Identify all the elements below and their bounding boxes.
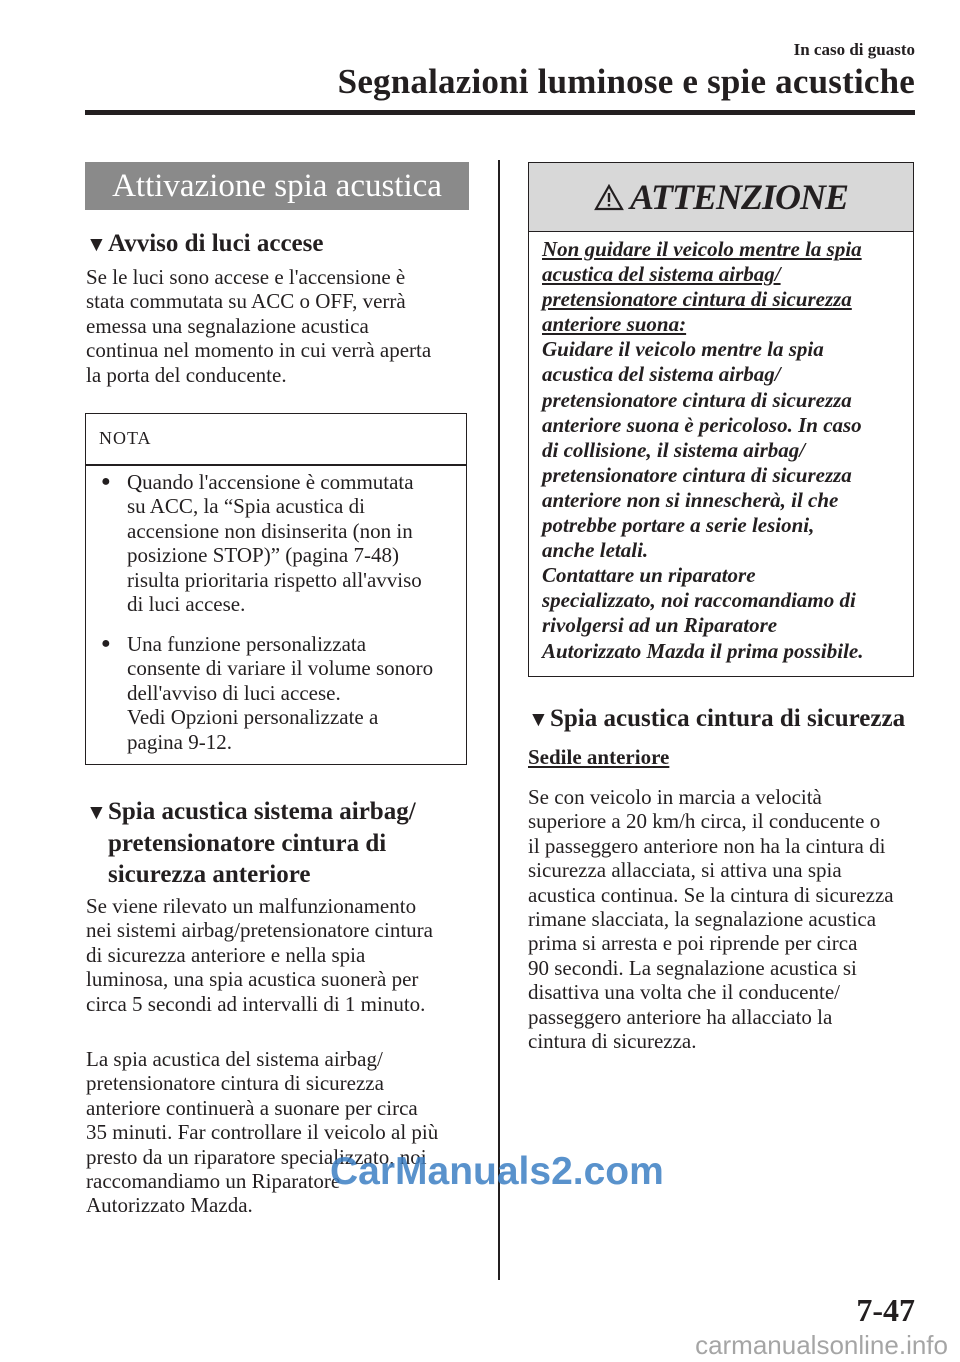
text-line: la porta del conducente. (86, 362, 287, 387)
text-line: Autorizzato Mazda il prima possibile. (542, 638, 864, 663)
triangle-marker-icon: ▼ (86, 800, 107, 824)
note-rule (86, 464, 466, 466)
subsection-title-line: pretensionatore cintura di (108, 830, 387, 857)
subsection-heading-cintura (528, 703, 905, 735)
text-line: 35 minuti. Far controllare il veicolo al più (86, 1120, 439, 1145)
text-line: Se con veicolo in marcia a velocità (528, 785, 822, 809)
text-line: pretensionatore cintura di sicurezza (86, 1071, 384, 1096)
text-line: presto da un riparatore specializzato, noi (86, 1144, 427, 1169)
text-line: acustica continua. Se la cintura di sicurezza (528, 882, 894, 907)
text-line: 90 secondi. La segnalazione acustica si (528, 955, 857, 980)
subsection-title: Avviso di luci accese (108, 230, 324, 257)
subsection-heading-airbag (86, 796, 416, 890)
text-line: pretensionatore cintura di sicurezza (542, 387, 852, 412)
paragraph-luci (86, 265, 476, 387)
text-line: anteriore non si innescherà, il che (542, 487, 839, 512)
note-item (101, 632, 457, 754)
bullet-icon: ● (101, 635, 111, 652)
text-line: posizione STOP)” (pagina 7-48) (127, 543, 399, 568)
warning-title: ATTENZIONE (629, 177, 849, 217)
subsection-title-line: Spia acustica sistema airbag/ (108, 798, 416, 825)
text-line: emessa una segnalazione acustica (86, 313, 369, 338)
text-line: circa 5 secondi ad intervalli di 1 minuto. (86, 991, 426, 1016)
header-rule (85, 110, 915, 115)
section-title: Attivazione spia acustica (85, 162, 469, 210)
warning-text (542, 237, 907, 664)
text-line: sicurezza allacciata, si attiva una spia (528, 858, 842, 883)
paragraph-airbag-1 (86, 894, 486, 1016)
text-line: passeggero anteriore ha allacciato la (528, 1004, 833, 1029)
bullet-icon: ● (101, 473, 111, 490)
text-line: anteriore suona è pericoloso. In caso (542, 412, 862, 437)
text-line: disattiva una volta che il conducente/ (528, 980, 840, 1005)
text-line: Se le luci sono accese e l'accensione è (86, 265, 406, 289)
triangle-marker-icon: ▼ (86, 232, 107, 256)
text-line: prima si arresta e poi riprende per circa (528, 931, 858, 956)
text-line: acustica del sistema airbag/ (542, 262, 781, 287)
triangle-marker-icon: ▼ (528, 707, 549, 731)
paragraph-cintura (528, 785, 928, 1053)
text-line: risulta prioritaria rispetto all'avviso (127, 567, 422, 592)
warning-box (528, 162, 914, 677)
note-heading: NOTA (99, 428, 152, 448)
text-line: Quando l'accensione è commutata (127, 470, 414, 494)
text-line: su ACC, la “Spia acustica di (127, 494, 365, 519)
text-line: stata commutata su ACC o OFF, verrà (86, 289, 406, 314)
text-line: luminosa, una spia acustica suonerà per (86, 967, 419, 992)
text-line: rivolgersi ad un Riparatore (542, 613, 778, 638)
text-line: dell'avviso di luci accese. (127, 680, 341, 705)
text-line: pretensionatore cintura di sicurezza (542, 462, 852, 487)
note-item (101, 470, 457, 617)
note-box (85, 413, 467, 765)
text-line: il passeggero anteriore non ha la cintura di (528, 833, 886, 858)
text-line: pagina 9-12. (127, 729, 232, 754)
sub-heading-sedile: Sedile anteriore (528, 745, 670, 769)
text-line: cintura di sicurezza. (528, 1029, 697, 1054)
subsection-heading-luci (86, 228, 323, 260)
text-line: specializzato, noi raccomandiamo di (542, 588, 856, 613)
subsection-title: Spia acustica cintura di sicurezza (550, 705, 906, 732)
chapter-label: In caso di guasto (793, 40, 915, 59)
text-line: nei sistemi airbag/pretensionatore cintura (86, 918, 433, 943)
text-line: di luci accese. (127, 592, 246, 617)
warning-triangle-icon (594, 184, 624, 216)
text-line: Guidare il veicolo mentre la spia (542, 337, 824, 362)
watermark-logo: CarManuals2.com (330, 1150, 664, 1193)
text-line: potrebbe portare a serie lesioni, (542, 513, 815, 538)
text-line: acustica del sistema airbag/ (542, 362, 781, 387)
text-line: accensione non disinserita (non in (127, 518, 413, 543)
text-line: La spia acustica del sistema airbag/ (86, 1047, 383, 1071)
text-line: Una funzione personalizzata (127, 632, 367, 656)
text-line: Vedi Opzioni personalizzate a (127, 705, 379, 730)
text-line: Non guidare il veicolo mentre la spia (542, 237, 862, 261)
text-line: Autorizzato Mazda. (86, 1193, 253, 1218)
text-line: di collisione, il sistema airbag/ (542, 437, 806, 462)
text-line: Se viene rilevato un malfunzionamento (86, 894, 417, 918)
bottom-watermark: carmanualsonline.info (695, 1330, 948, 1360)
text-line: Contattare un riparatore (542, 563, 756, 588)
text-line: consente di variare il volume sonoro (127, 656, 434, 681)
text-line: di sicurezza anteriore e nella spia (86, 942, 366, 967)
text-line: anteriore continuerà a suonare per circa (86, 1095, 418, 1120)
text-line: superiore a 20 km/h circa, il conducente o (528, 809, 881, 834)
text-line: raccomandiamo un Riparatore (86, 1169, 341, 1194)
text-line: pretensionatore cintura di sicurezza (542, 287, 852, 312)
column-divider (498, 160, 500, 1280)
page-title: Segnalazioni luminose e spie acustiche (337, 62, 915, 101)
text-line: anche letali. (542, 538, 649, 563)
page-number: 7-47 (856, 1292, 915, 1328)
subsection-title-line: sicurezza anteriore (108, 861, 311, 888)
warning-header (529, 163, 913, 232)
text-line: anteriore suona: (542, 312, 687, 337)
text-line: rimane slacciata, la segnalazione acustica (528, 907, 877, 932)
text-line: continua nel momento in cui verrà aperta (86, 338, 432, 363)
